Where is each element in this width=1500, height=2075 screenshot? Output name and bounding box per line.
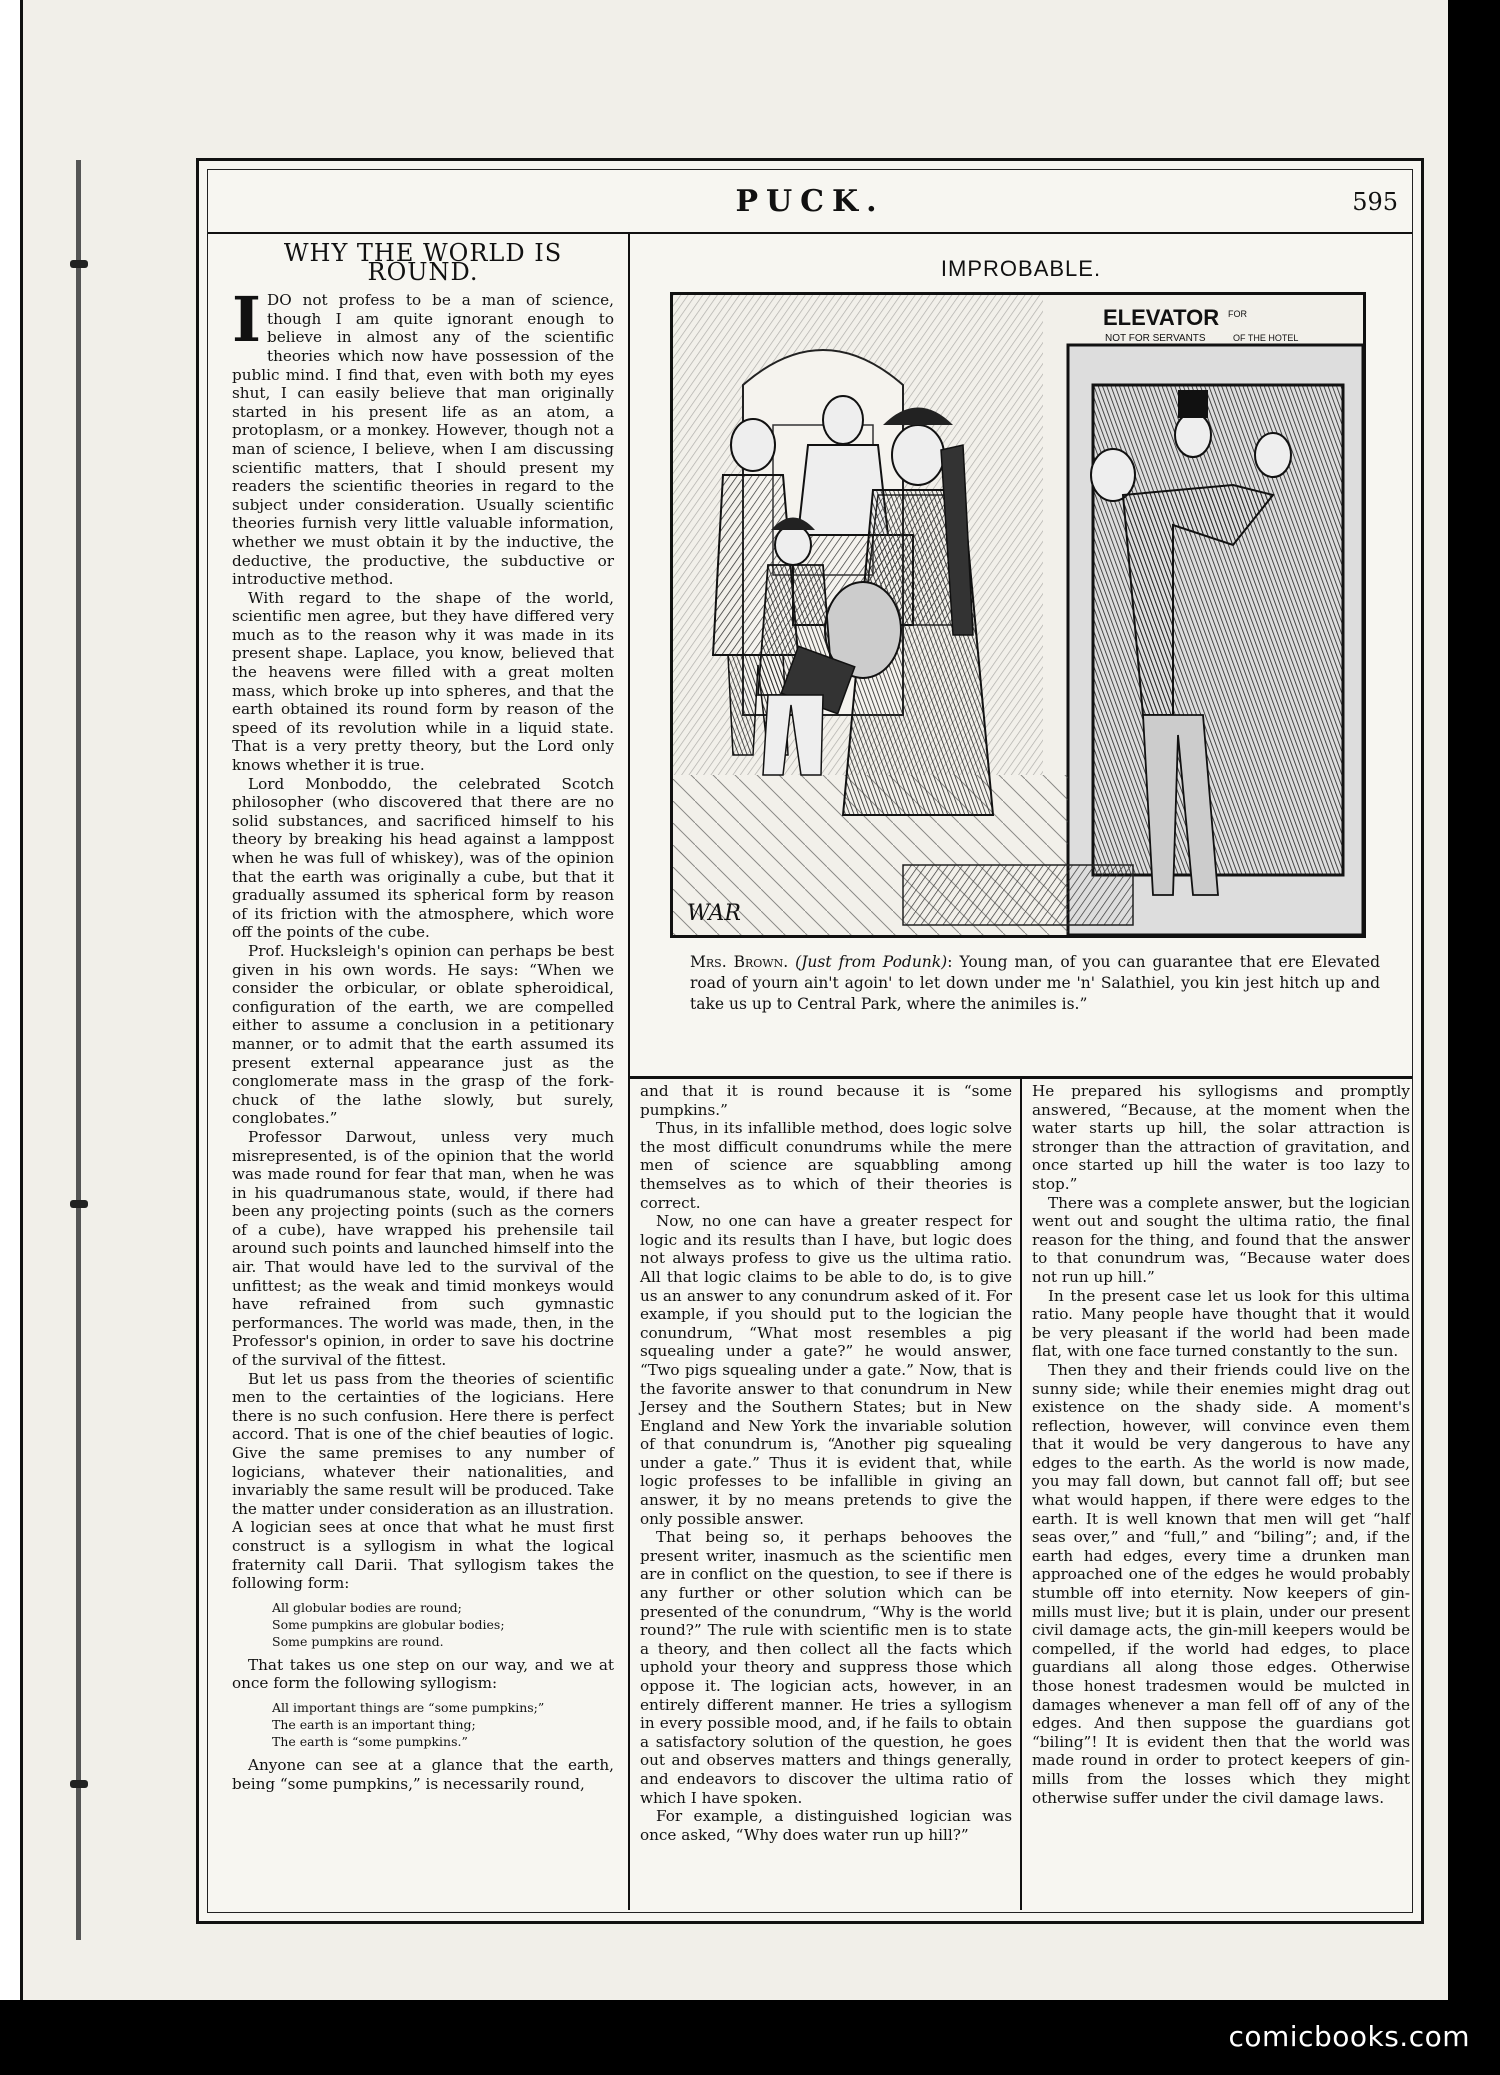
article-column-1 <box>232 240 614 1793</box>
article-paragraph: There was a complete answer, but the logician went out and sought the ultima ratio, the final reason for the thing, and found that the answer to that conundrum was, “Because water does not run up hill.” <box>1032 1193 1410 1286</box>
caption-stage-direction: (Just from Podunk) <box>795 953 948 971</box>
syllogism-line: Some pumpkins are globular bodies; <box>272 1616 505 1632</box>
engraving-drawing <box>673 295 1363 935</box>
article-paragraph: Anyone can see at a glance that the earth, being “some pumpkins,” is necessarily round, <box>232 1755 614 1793</box>
column-rule <box>1020 1078 1022 1910</box>
article-paragraph: Lord Monboddo, the celebrated Scotch philosopher (who discovered that there are no solid substances, and sacrificed himself to his theory by breaking his head against a lamppost when he was full of whiskey), was of the opinion that the earth was originally a cube, but that it gradually assumed its spherical form by reason of its friction with the atmosphere, which wore off the points of the cube. <box>232 774 614 942</box>
site-watermark: comicbooks.com <box>1228 2020 1470 2053</box>
illustration-section <box>630 232 1412 1076</box>
page-number: 595 <box>1352 188 1398 216</box>
article-paragraph: In the present case let us look for this ultima ratio. Many people have thought that it would be very pleasant if the world had been made flat, with one face turned constantly to the sun. <box>1032 1286 1410 1361</box>
masthead <box>208 170 1412 234</box>
syllogism-block <box>272 1699 614 1750</box>
article-paragraph: But let us pass from the theories of scientific men to the certainties of the logicians. Here there is no such confusion. Here there is perfect accord. That is one of the chief beauties of logic. Give the same premises to any number of logicians, whatever their nationalities, and invariably the same result will be produced. Take the matter under consideration as an illustration. A logician sees at once that what he must first construct is a syllogism in what the logical fraternity call Darii. That syllogism takes the following form: <box>232 1369 614 1593</box>
binding-stitch <box>70 260 88 268</box>
article-paragraph: With regard to the shape of the world, scientific men agree, but they have differed very much as to the reason why it was made in its present shape. Laplace, you know, believed that the heavens were filled with a great molten mass, which broke up into spheres, and that the earth obtained its round form by reason of the speed of its revolution while in a liquid state. That is a very pretty theory, but the Lord only knows whether it is true. <box>232 588 614 775</box>
article-paragraph: IDO not profess to be a man of science, though I am quite ignorant enough to believe in almost any of the scientific theories which now have possession of the public mind. I find that, even with both my eyes shut, I can easily believe that man originally started in his present life as an atom, a protoplasm, or a monkey. However, though not a man of science, I believe, when I am discussing scientific matters, that I should present my readers the scientific theories in regard to the subject under consideration. Usually scientific theories furnish very little valuable information, whether we must obtain it by the inductive, the deductive, the productive, the subductive or introductive method. <box>232 283 614 589</box>
article-paragraph: Professor Darwout, unless very much misrepresented, is of the opinion that the world was made round for fear that man, when he was in his quadrumanous state, would, if there had been any projecting points (such as the corners of a cube), have wrapped his prehensile tail around such points and launched himself into the air. That would have led to the survival of the unfittest; as the weak and timid monkeys would have refrained from such gymnastic performances. The world was made, then, in the Professor's opinion, in order to save his doctrine of the survival of the fittest. <box>232 1127 614 1370</box>
syllogism-block <box>272 1599 614 1650</box>
caption-speaker: Mrs. Brown. <box>690 953 789 971</box>
article-title: WHY THE WORLD IS ROUND. <box>283 239 563 286</box>
elevator-sign-text: ELEVATOR <box>1103 305 1220 330</box>
illustration-title: IMPROBABLE. <box>940 256 1102 281</box>
article-column-2 <box>640 1082 1012 1844</box>
syllogism-line: The earth is an important thing; <box>272 1716 476 1732</box>
article-paragraph: That being so, it perhaps behooves the present writer, inasmuch as the scientific men are in conflict on the question, to see if there is any further or other solution which can be presented of the conundrum, “Why is the world round?” The rule with scientific men is to state a theory, and then collect all the facts which uphold your theory and suppress those which oppose it. The logician acts, however, in an entirely different manner. He tries a syllogism in every possible mood, and, if he fails to obtain a satisfactory solution of the question, he goes out and observes matters and things generally, and endeavors to discover the ultima ratio of which I have spoken. <box>640 1528 1012 1807</box>
article-paragraph: He prepared his syllogisms and promptly answered, “Because, at the moment when the water starts up hill, the solar attraction is stronger than the attraction of gravitation, and once started up hill the water is too lazy to stop.” <box>1032 1082 1410 1193</box>
binding-stitch <box>70 1200 88 1208</box>
article-paragraph: For example, a distinguished logician was once asked, “Why does water run up hill?” <box>640 1807 1012 1844</box>
article-paragraph: Thus, in its infallible method, does logic solve the most difficult conundrums while the mere men of science are squabbling among themselves as to which of their theories is correct. <box>640 1119 1012 1212</box>
elevator-sign-small: FOR <box>1228 309 1247 319</box>
cartoon-illustration <box>670 292 1366 938</box>
magazine-title: PUCK. <box>735 184 885 219</box>
binding-stitch <box>70 1780 88 1788</box>
syllogism-line: All important things are “some pumpkins;” <box>272 1699 545 1715</box>
article-paragraph: Prof. Hucksleigh's opinion can perhaps be best given in his own words. He says: “When we consider the orbicular, or oblate spheroidical, configuration of the earth, we are compelled either to assume a conclusion in a petitionary manner, or to admit that the earth assumed its present external appearance just as the conglomerate mass in the grasp of the fork-chuck of the lathe slowly, but surely, conglobates.” <box>232 941 614 1128</box>
article-paragraph: Now, no one can have a greater respect for logic and its results than I have, but logic does not always profess to give us the ultima ratio. All that logic claims to be able to do, is to give us an answer to any conundrum asked of it. For example, if you should put to the logician the conundrum, “What most resembles a pig squealing under a gate?” he would answer, “Two pigs squealing under a gate.” Now, that is the favorite answer to that conundrum in New Jersey and the Southern States; but in New England and New York the invariable solution of that conundrum is, “Another pig squealing under a gate.” Thus it is evident that, while logic professes to be infallible in giving an answer, it by no means pretends to give the only possible answer. <box>640 1212 1012 1528</box>
previous-page-edge <box>0 0 23 2000</box>
page-frame <box>196 158 1424 1924</box>
syllogism-line: Some pumpkins are round. <box>272 1633 444 1649</box>
article-paragraph: Then they and their friends could live on the sunny side; while their enemies might drag out existence on the shady side. A moment's reflection, however, will convince even them that it would be very dangerous to have any edges to the earth. As the world is now made, you may fall down, but cannot fall off; but see what would happen, if there were edges to the earth. It is well known that men will get “half seas over,” and “full,” and “biling”; and, if the earth had edges, every time a drunken man approached one of the edges he would probably stumble off into eternity. Now keepers of gin-mills must live; but it is plain, under our present civil damage acts, the gin-mill keepers would be compelled, if the world had edges, to place guardians all along those edges. Otherwise those honest tradesmen would be mulcted in damages whenever a man fell off of any of the edges. And then suppose the guardians got “biling”! It is evident then that the world was made round in order to protect keepers of gin-mills from the losses which they might otherwise suffer under the civil damage laws. <box>1032 1360 1410 1807</box>
syllogism-line: The earth is “some pumpkins.” <box>272 1733 468 1749</box>
article-paragraph: and that it is round because it is “some pumpkins.” <box>640 1082 1012 1119</box>
illustration-caption <box>690 952 1380 1015</box>
article-paragraph: That takes us one step on our way, and we at once form the following syllogism: <box>232 1655 614 1693</box>
artist-monogram: WAR <box>687 901 741 926</box>
syllogism-line: All globular bodies are round; <box>272 1599 462 1615</box>
caption-text: : Young man, of you can guarantee that ere Elevated road of yourn ain't agoin' to let down under me 'n' Salathiel, you kin jest hitch up and take us up to Central Park, where the animiles is.” <box>690 953 1380 1013</box>
elevator-sign-subtext: NOT FOR SERVANTS <box>1105 333 1206 344</box>
article-column-3 <box>1032 1082 1410 1807</box>
elevator-sign-small2: OF THE HOTEL <box>1233 333 1299 343</box>
drop-cap: I <box>232 283 262 357</box>
binding-gutter <box>76 160 81 1940</box>
